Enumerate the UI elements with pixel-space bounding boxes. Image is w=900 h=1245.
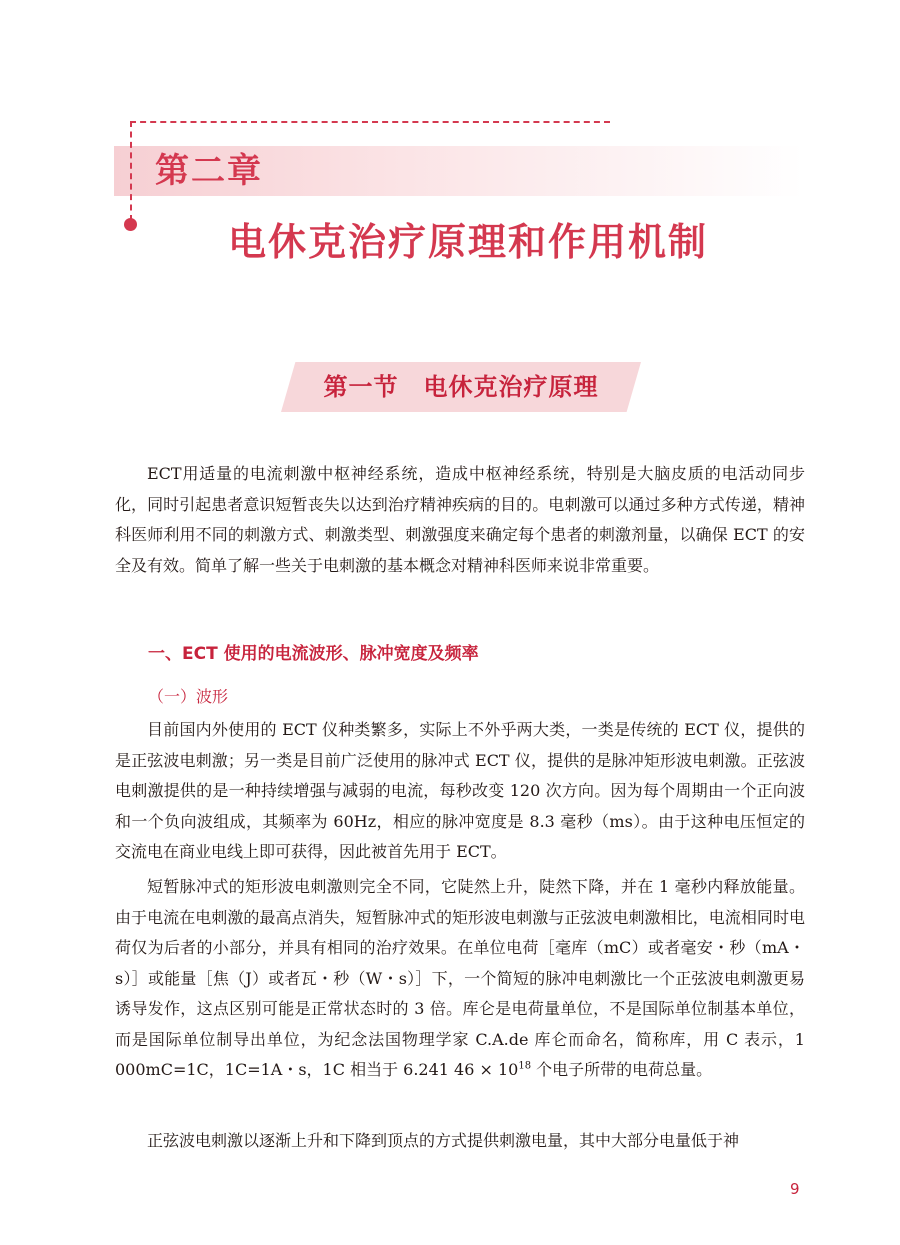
- heading-level-1: 一、ECT 使用的电流波形、脉冲宽度及频率: [148, 644, 479, 664]
- chapter-title: 电休克治疗原理和作用机制: [228, 220, 709, 264]
- section-title: 第一节 电休克治疗原理: [323, 373, 599, 401]
- body-paragraph-3: 正弦波电刺激以逐渐上升和下降到顶点的方式提供刺激电量，其中大部分电量低于神: [147, 1131, 740, 1150]
- chapter-decorative-dot: [124, 218, 137, 231]
- paragraph-2-text: 短暂脉冲式的矩形波电刺激则完全不同，它陡然上升，陡然下降，并在 1 毫秒内释放能量。由于电流在电刺激的最高点消失，短暂脉冲式的矩形波电刺激与正弦波电刺激相比，电流相同时电荷仅为后者的小部分，并具有相同的治疗效果。在单位电荷［毫库（mC）或者毫安・秒（mA・s）］或能量［焦（J）或者瓦・秒（W・s）］下，一个简短的脉冲电刺激比一个正弦波电刺激更易诱导发作，这点区别可能是正常状态时的 3 倍。库仑是电荷量单位，不是国际单位制基本单位，而是国际单位制导出单位，为纪念法国物理学家 C.A.de 库仑而命名，简称库，用 C 表示，1 000mC=1C，1C=1A・s，1C 相当于 6.241 46 × 10: [115, 877, 805, 1079]
- paragraph-2-exponent: 18: [518, 1060, 532, 1072]
- paragraph-2-text-end: 个电子所带的电荷总量。: [531, 1060, 713, 1079]
- chapter-label: 第二章: [155, 151, 263, 191]
- heading-level-2: （一）波形: [148, 687, 229, 706]
- body-paragraph-2: [115, 872, 805, 1086]
- chapter-decorative-dashed-vertical-line: [130, 121, 132, 221]
- body-paragraph-1: 目前国内外使用的 ECT 仪种类繁多，实际上不外乎两大类，一类是传统的 ECT 仪，提供的是正弦波电刺激；另一类是目前广泛使用的脉冲式 ECT 仪，提供的是脉冲矩形波电刺激。正弦波电刺激提供的是一种持续增强与减弱的电流，每秒改变 120 次方向。因为每个周期由一个正向波和一个负向波组成，其频率为 60Hz，相应的脉冲宽度是 8.3 毫秒（ms）。由于这种电压恒定的交流电在商业电线上即可获得，因此被首先用于 ECT。: [115, 720, 805, 861]
- chapter-decorative-dashed-line: [130, 121, 610, 123]
- intro-paragraph: ECT用适量的电流刺激中枢神经系统，造成中枢神经系统，特别是大脑皮质的电活动同步化，同时引起患者意识短暂丧失以达到治疗精神疾病的目的。电刺激可以通过多种方式传递，精神科医师利用不同的刺激方式、刺激类型、刺激强度来确定每个患者的刺激剂量，以确保 ECT 的安全及有效。简单了解一些关于电刺激的基本概念对精神科医师来说非常重要。: [115, 464, 805, 575]
- page-number: 9: [790, 1180, 800, 1198]
